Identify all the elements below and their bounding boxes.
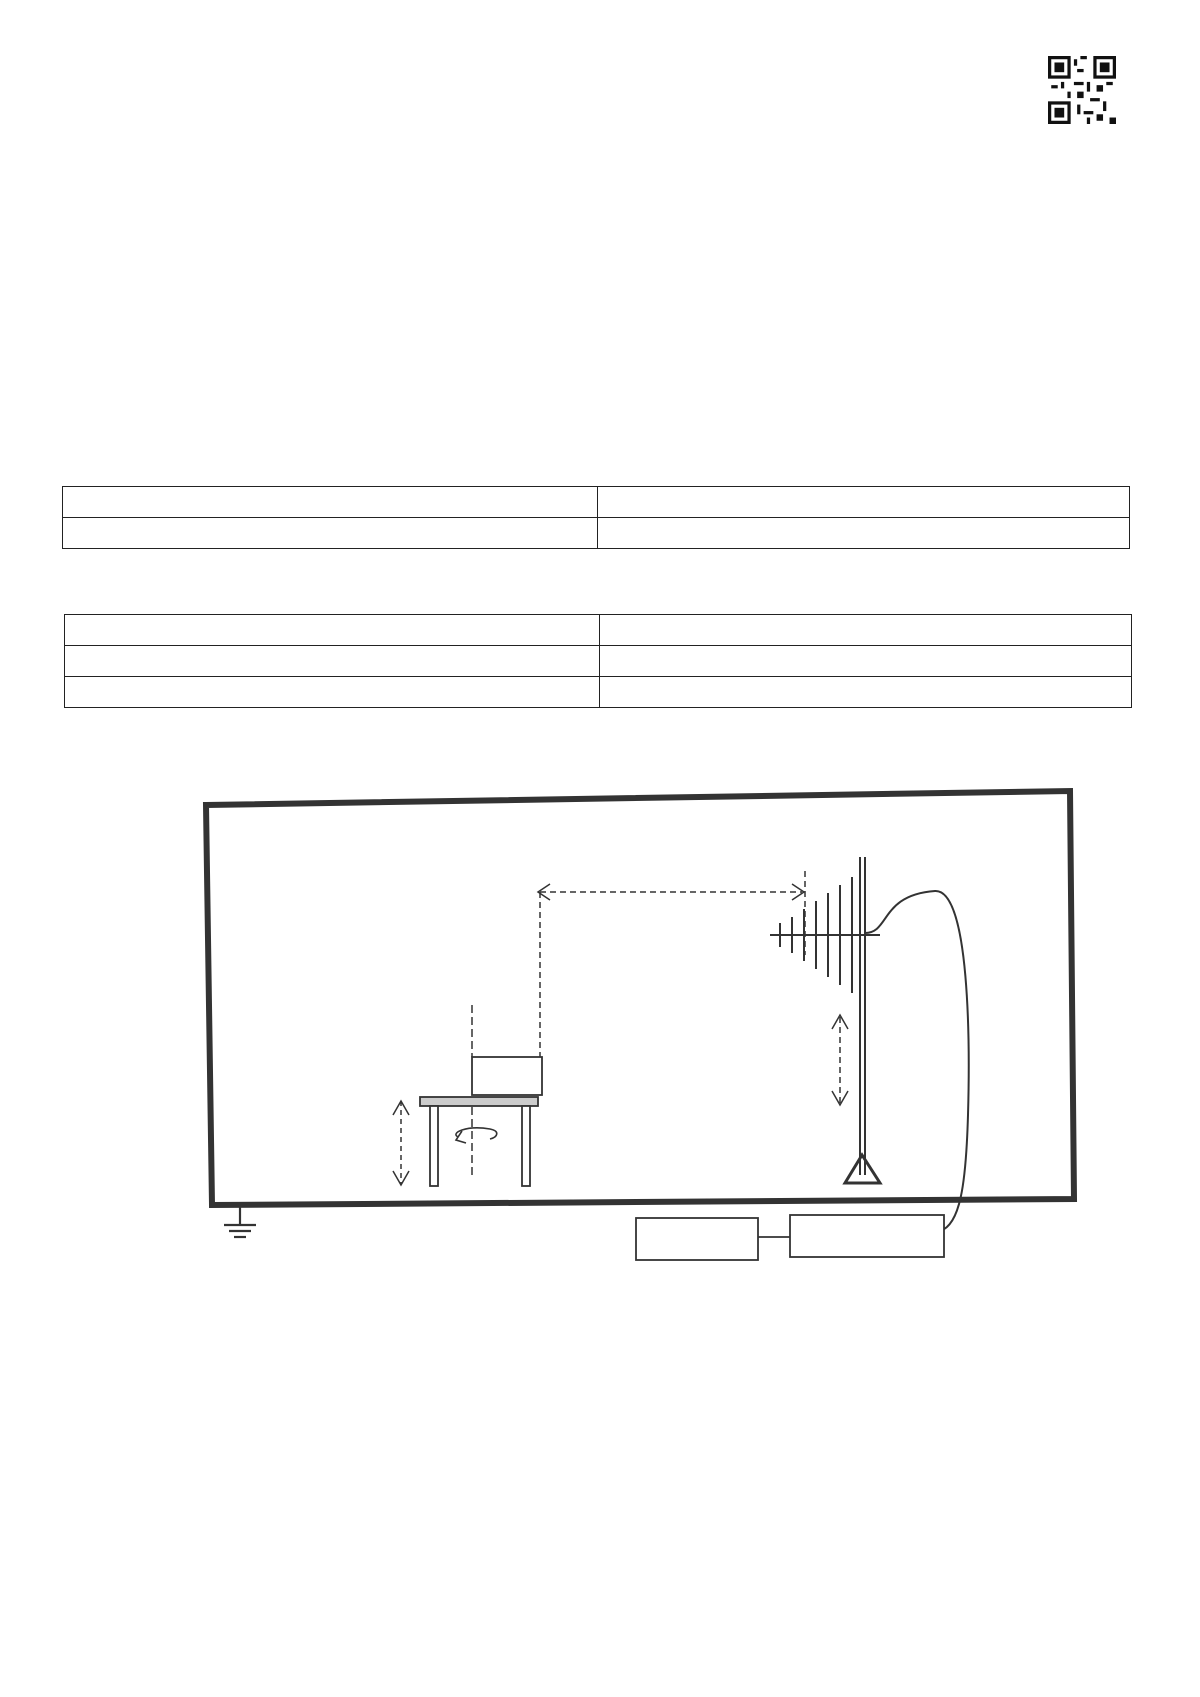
spec-cell [598,487,1130,518]
table-header-row [65,615,1132,646]
spec-heading [72,464,157,486]
limits-cell [65,646,600,677]
anechoic-chamber-wall [206,791,1074,1205]
log-periodic-antenna-icon [770,877,880,993]
limits-cell [600,677,1132,708]
spec-cell [63,487,598,518]
limits-table [64,614,1132,708]
spec-cell [598,518,1130,549]
table-row [65,677,1132,708]
qr-code-icon [1048,56,1116,124]
limits-header-cell [600,615,1132,646]
turntable-leg-left [430,1106,438,1186]
ground-icon [224,1205,256,1237]
turntable-leg-right [522,1106,530,1186]
layout-heading [76,756,161,778]
limits-header-cell [65,615,600,646]
antenna-cable [865,891,969,1231]
table-row [63,518,1130,549]
table-row [63,487,1130,518]
limits-cell [600,646,1132,677]
table-row [65,646,1132,677]
test-setup-diagram [200,785,1080,1265]
preamp-box [790,1215,944,1257]
mast-base-icon [845,1155,880,1183]
spec-cell [63,518,598,549]
receiver-box [636,1218,758,1260]
spec-table [62,486,1130,549]
limits-cell [65,677,600,708]
conditions-heading [70,308,155,330]
rotation-arrow-icon [456,1128,497,1139]
limits-heading [74,592,159,614]
eut-box [472,1057,542,1095]
turntable-top [420,1097,538,1106]
